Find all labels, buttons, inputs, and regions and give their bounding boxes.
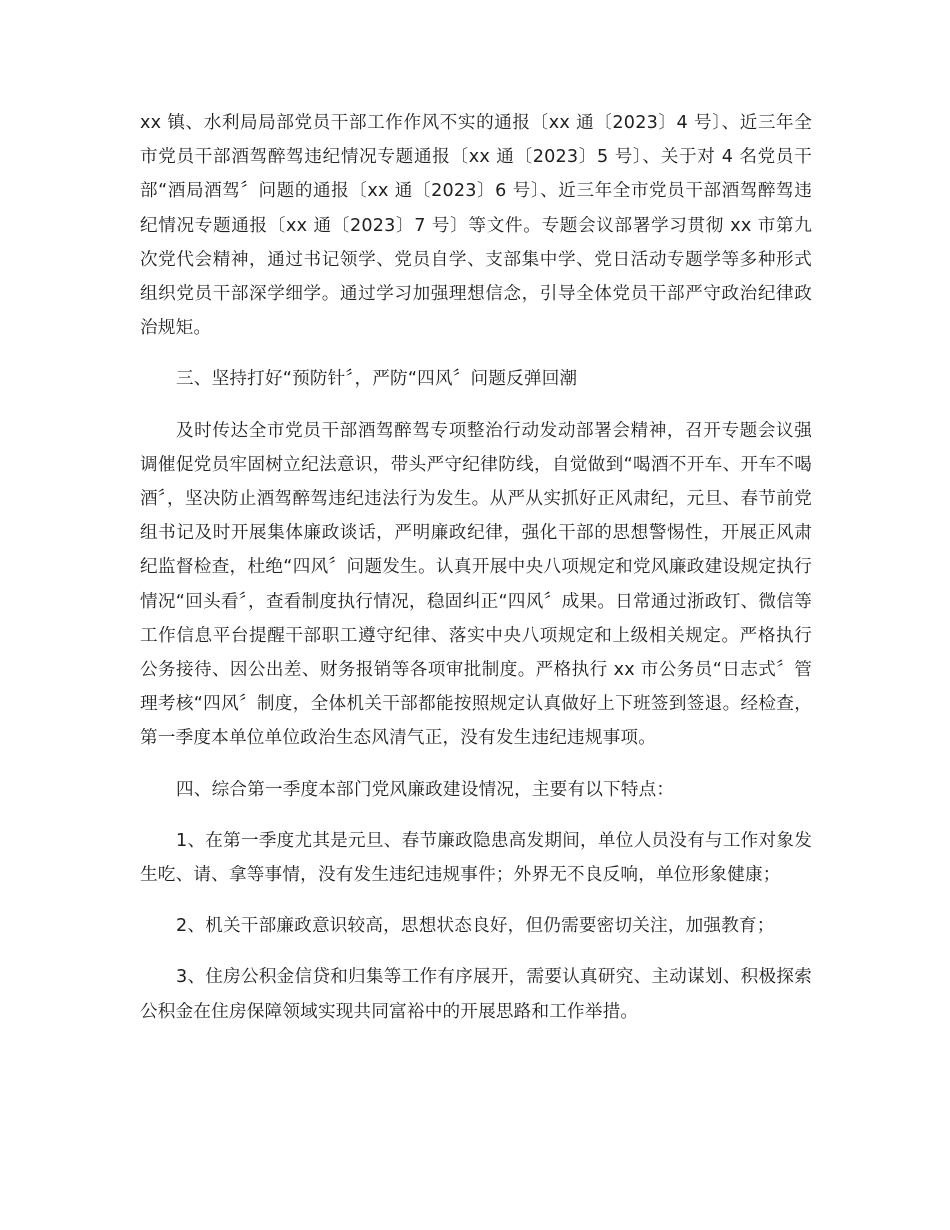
list-item-2: 2、机关干部廉政意识较高，思想状态良好，但仍需要密切关注，加强教育；	[176, 916, 775, 937]
paragraph-notices: xx 镇、水利局局部党员干部工作作风不实的通报〔xx 通〔2023〕4 号〕、近三年全市党员干部酒驾醉驾违纪情况专题通报〔xx 通〔2023〕5 号〕、关于对 4 名党员干部“酒局酒驾〞问题的通报〔xx 通〔2023〕6 号〕、近三年全市党员干部酒驾醉驾违纪情况专题通报〔xx 通〔2023〕7 号〕等文件。专题会议部署学习贯彻 xx 市第九次党代会精神，通过书记领学、党员自学、支部集中学、党日活动专题学等多种形式组织党员干部深学细学。通过学习加强理想信念，引导全体党员干部严守政治纪律政治规矩。	[140, 113, 812, 339]
document-body	[140, 106, 812, 1046]
paragraph-prevention: 及时传达全市党员干部酒驾醉驾专项整治行动发动部署会精神，召开专题会议强调催促党员牢固树立纪法意识，带头严守纪律防线，自觉做到“喝酒不开车、开车不喝酒〞，坚决防止酒驾醉驾违纪违法行为发生。从严从实抓好正风肃纪，元旦、春节前党组书记及时开展集体廉政谈话，严明廉政纪律，强化干部的思想警惕性，开展正风肃纪监督检查，杜绝“四风〞问题发生。认真开展中央八项规定和党风廉政建设规定执行情况“回头看〞，查看制度执行情况，稳固纠正“四风〞成果。日常通过浙政钉、微信等工作信息平台提醒干部职工遵守纪律、落实中央八项规定和上级相关规定。严格执行公务接待、因公出差、财务报销等各项审批制度。严格执行 xx 市公务员“日志式〞管理考核“四风〞制度，全体机关干部都能按照规定认真做好上下班签到签退。经检查，第一季度本单位单位政治生态风清气正，没有发生违纪违规事项。	[140, 420, 812, 749]
list-item-1: 1、在第一季度尤其是元旦、春节廉政隐患高发期间，单位人员没有与工作对象发生吃、请、拿等事情，没有发生违纪违规事件；外界无不良反响，单位形象健康；	[140, 830, 812, 886]
section-heading-three: 三、坚持打好“预防针〞，严防“四风〞问题反弹回潮	[176, 369, 578, 390]
list-item-3: 3、住房公积金信贷和归集等工作有序展开，需要认真研究、主动谋划、积极探索公积金在住房保障领域实现共同富裕中的开展思路和工作举措。	[140, 967, 812, 1022]
section-heading-four: 四、综合第一季度本部门党风廉政建设情况，主要有以下特点：	[176, 779, 675, 800]
